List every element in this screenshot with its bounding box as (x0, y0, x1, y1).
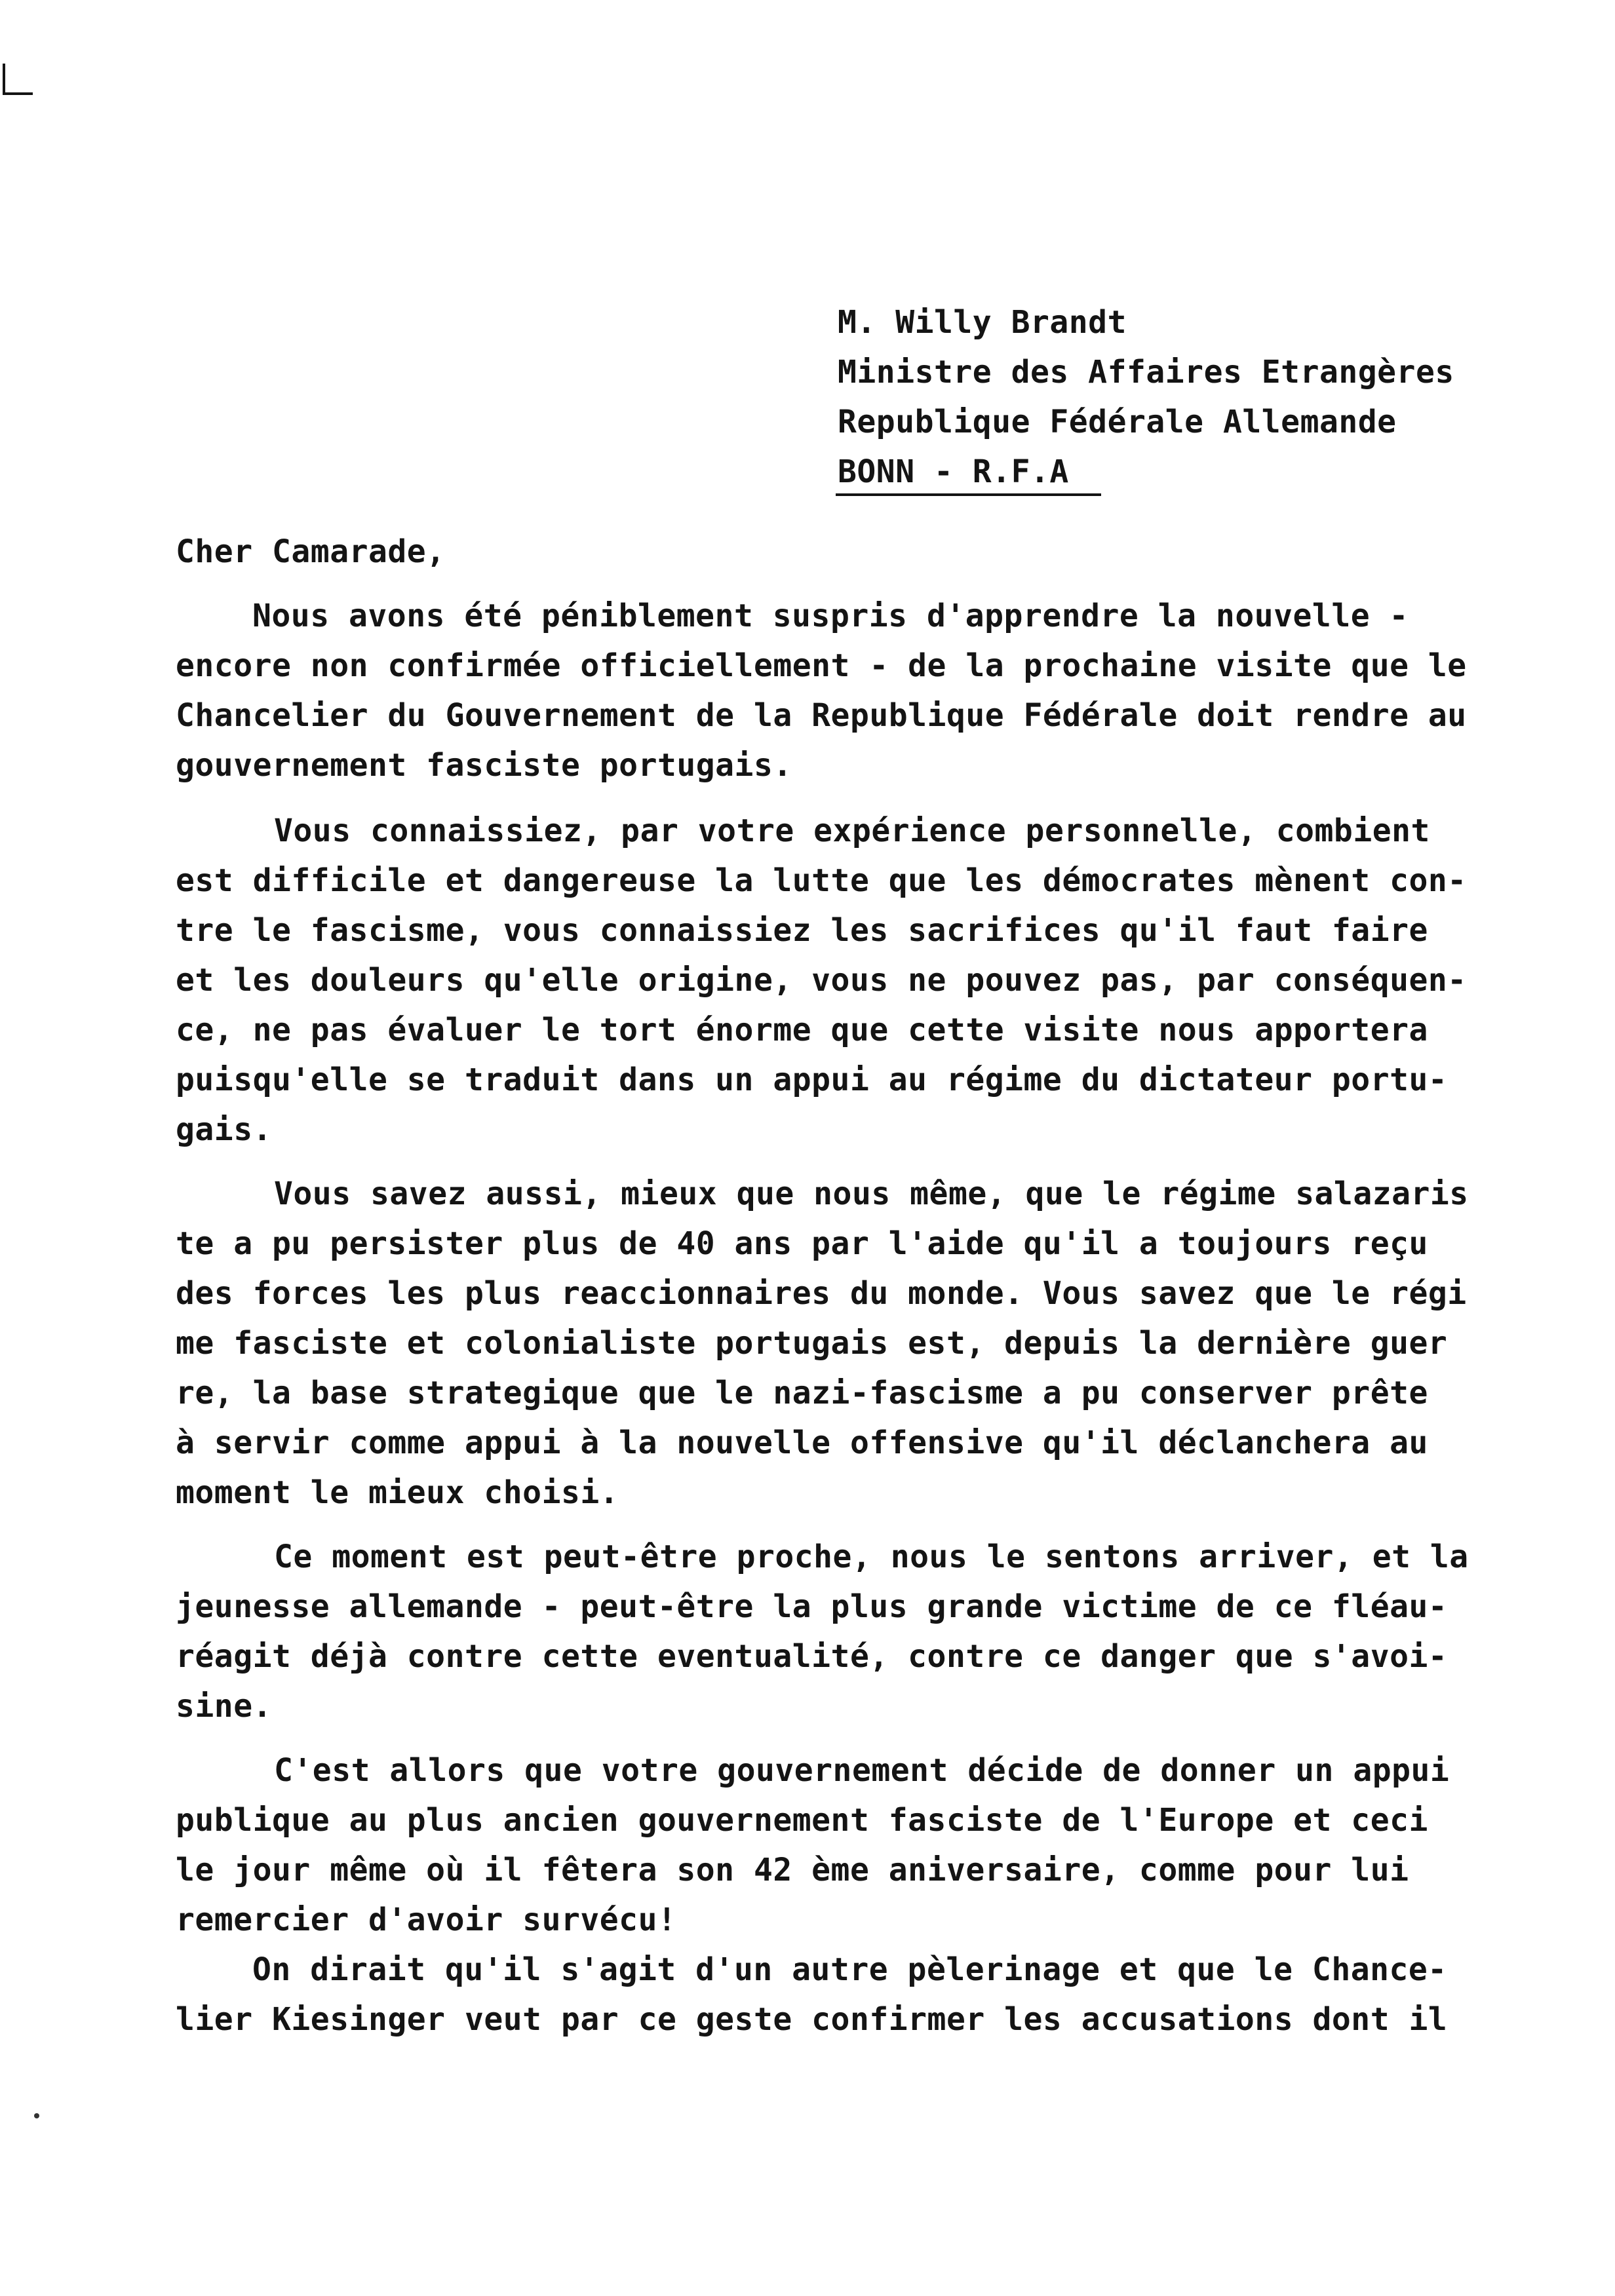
body-line: publique au plus ancien gouvernement fasciste de l'Europe et ceci (176, 1802, 1428, 1839)
body-line: encore non confirmée officiellement - de la prochaine visite que le (176, 647, 1467, 684)
body-line: puisqu'elle se traduit dans un appui au régime du dictateur portu- (176, 1062, 1448, 1098)
body-line: remercier d'avoir survécu! (176, 1902, 677, 1938)
body-line: Nous avons été péniblement suspris d'apprendre la nouvelle - (252, 598, 1409, 634)
body-line: jeunesse allemande - peut-être la plus grande victime de ce fléau- (176, 1588, 1448, 1625)
recipient-name: M. Willy Brandt (838, 304, 1127, 341)
body-line: me fasciste et colonialiste portugais est, depuis la dernière guer (176, 1325, 1448, 1362)
body-line: à servir comme appui à la nouvelle offensive qu'il déclanchera au (176, 1425, 1428, 1461)
body-line: Vous savez aussi, mieux que nous même, que le régime salazaris (274, 1176, 1469, 1212)
recipient-country: Republique Fédérale Allemande (838, 404, 1397, 440)
body-line: réagit déjà contre cette eventualité, contre ce danger que s'avoi- (176, 1638, 1448, 1675)
body-line: des forces les plus reaccionnaires du monde. Vous savez que le régi (176, 1275, 1467, 1312)
body-line: On dirait qu'il s'agit d'un autre pèlerinage et que le Chance- (252, 1951, 1447, 1988)
body-line: ce, ne pas évaluer le tort énorme que cette visite nous apportera (176, 1012, 1428, 1048)
body-line: et les douleurs qu'elle origine, vous ne pouvez pas, par conséquen- (176, 962, 1467, 999)
corner-bracket-mark (0, 62, 39, 102)
body-line: est difficile et dangereuse la lutte que les démocrates mènent con- (176, 862, 1467, 899)
body-line: te a pu persister plus de 40 ans par l'aide qu'il a toujours reçu (176, 1225, 1428, 1262)
body-line: gouvernement fasciste portugais. (176, 747, 792, 784)
margin-speck (34, 2113, 39, 2118)
body-line: moment le mieux choisi. (176, 1474, 619, 1511)
body-line: Chancelier du Gouvernement de la Republique Fédérale doit rendre au (176, 697, 1467, 734)
body-line: C'est allors que votre gouvernement décide de donner un appui (274, 1752, 1450, 1789)
body-line: tre le fascisme, vous connaissiez les sacrifices qu'il faut faire (176, 912, 1428, 949)
body-line: Ce moment est peut-être proche, nous le sentons arriver, et la (274, 1539, 1469, 1575)
recipient-title: Ministre des Affaires Etrangères (838, 354, 1454, 391)
recipient-city: BONN - R.F.A (838, 453, 1069, 490)
body-line: Vous connaissiez, par votre expérience personnelle, combient (274, 813, 1430, 849)
body-line: lier Kiesinger veut par ce geste confirmer les accusations dont il (176, 2001, 1448, 2038)
body-line: gais. (176, 1111, 272, 1148)
salutation: Cher Camarade, (176, 533, 446, 570)
address-underline (836, 493, 1101, 496)
body-line: sine. (176, 1688, 272, 1725)
body-line: re, la base strategique que le nazi-fascisme a pu conserver prête (176, 1375, 1428, 1411)
body-line: le jour même où il fêtera son 42 ème aniversaire, comme pour lui (176, 1852, 1409, 1888)
